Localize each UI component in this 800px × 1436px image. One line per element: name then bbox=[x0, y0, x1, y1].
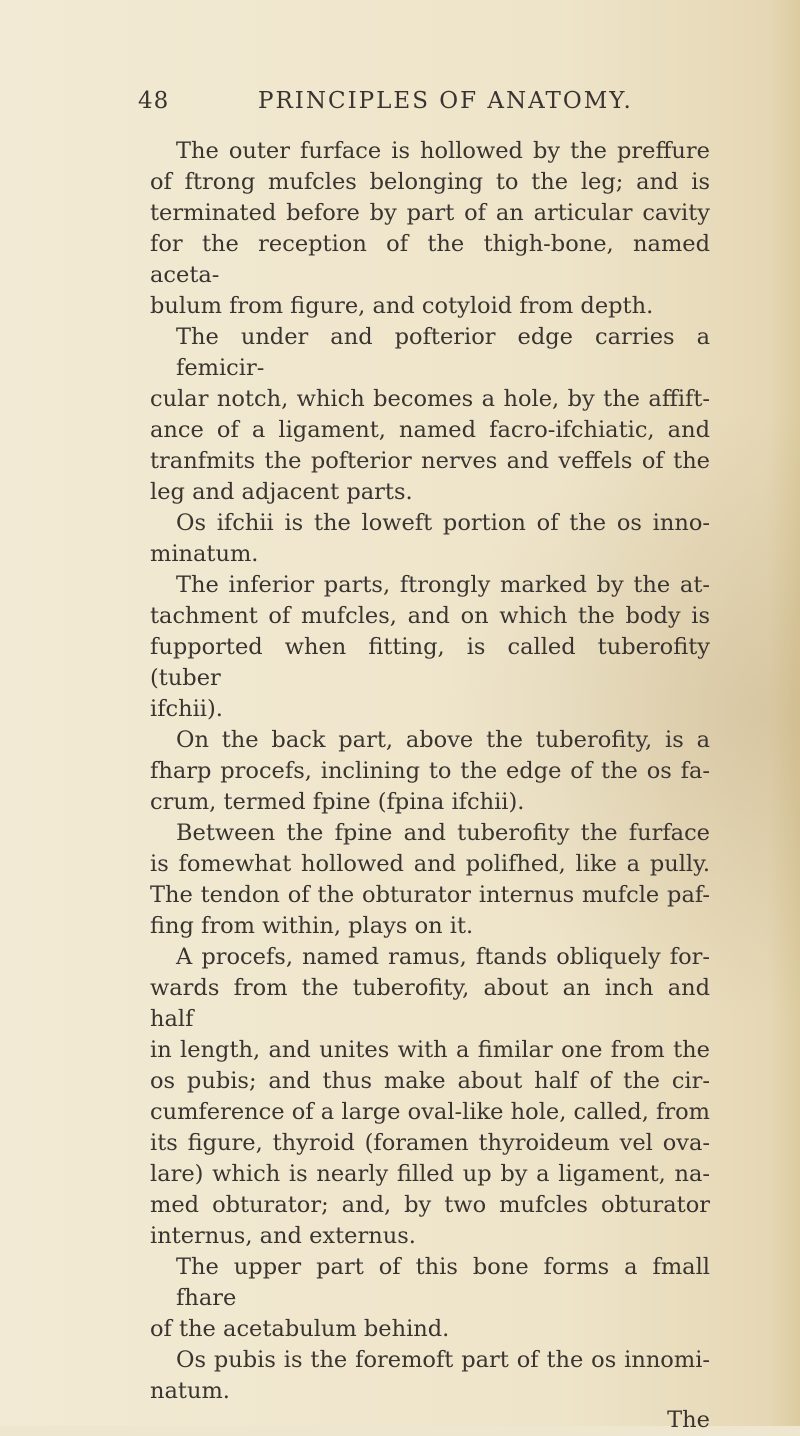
text-line: fupported when fitting, is called tuberofity (tuber bbox=[150, 634, 710, 691]
text-line: tranfmits the pofterior nerves and veffels of the bbox=[150, 448, 710, 474]
text-line: cumference of a large oval-like hole, called, from bbox=[150, 1099, 710, 1125]
text-line: leg and adjacent parts. bbox=[150, 479, 413, 505]
text-line: lare) which is nearly filled up by a ligament, na- bbox=[150, 1161, 710, 1187]
text-line: tachment of mufcles, and on which the body is bbox=[150, 603, 710, 629]
text-line: A procefs, named ramus, ftands obliquely for- bbox=[176, 944, 710, 970]
text-line: bulum from figure, and cotyloid from depth. bbox=[150, 293, 654, 319]
text-line: for the reception of the thigh-bone, named aceta- bbox=[150, 231, 710, 288]
text-line: Between the fpine and tuberofity the furface bbox=[176, 820, 710, 846]
text-line: The inferior parts, ftrongly marked by the at- bbox=[176, 572, 710, 598]
text-line: fharp procefs, inclining to the edge of the os fa- bbox=[150, 758, 710, 784]
running-title: PRINCIPLES OF ANATOMY. bbox=[258, 88, 633, 114]
catchword: The bbox=[667, 1407, 710, 1433]
text-line: fing from within, plays on it. bbox=[150, 913, 474, 939]
text-line: of the acetabulum behind. bbox=[150, 1316, 450, 1342]
text-line: The under and pofterior edge carries a femicir- bbox=[176, 324, 710, 381]
text-line: in length, and unites with a fimilar one from the bbox=[150, 1037, 710, 1063]
text-line: os pubis; and thus make about half of the cir- bbox=[150, 1068, 710, 1094]
text-line: The tendon of the obturator internus mufcle paf- bbox=[150, 882, 710, 908]
text-line: natum. bbox=[150, 1378, 230, 1404]
text-line: The outer furface is hollowed by the preffure bbox=[176, 138, 710, 164]
text-line: its figure, thyroid (foramen thyroideum vel ova- bbox=[150, 1130, 710, 1156]
text-line: Os ifchii is the loweft portion of the os inno- bbox=[176, 510, 710, 536]
text-line: cular notch, which becomes a hole, by the affift- bbox=[150, 386, 710, 412]
text-line: of ftrong mufcles belonging to the leg; and is bbox=[150, 169, 710, 195]
text-line: is fomewhat hollowed and polifhed, like a pully. bbox=[150, 851, 710, 877]
text-line: On the back part, above the tuberofity, is a bbox=[176, 727, 710, 753]
text-line: ifchii). bbox=[150, 696, 223, 722]
text-line: terminated before by part of an articular cavity bbox=[150, 200, 710, 226]
page-header bbox=[138, 88, 704, 128]
text-line: internus, and externus. bbox=[150, 1223, 416, 1249]
text-line: crum, termed fpine (fpina ifchii). bbox=[150, 789, 525, 815]
text-line: med obturator; and, by two mufcles obturator bbox=[150, 1192, 710, 1218]
page-number: 48 bbox=[138, 88, 170, 114]
body-text bbox=[150, 136, 710, 1436]
text-line: ance of a ligament, named facro-ifchiatic, and bbox=[150, 417, 710, 443]
text-line: wards from the tuberofity, about an inch and half bbox=[150, 975, 710, 1032]
text-line: minatum. bbox=[150, 541, 259, 567]
text-line: Os pubis is the foremoft part of the os innomi- bbox=[176, 1347, 710, 1373]
text-line: The upper part of this bone forms a fmall fhare bbox=[176, 1254, 710, 1311]
